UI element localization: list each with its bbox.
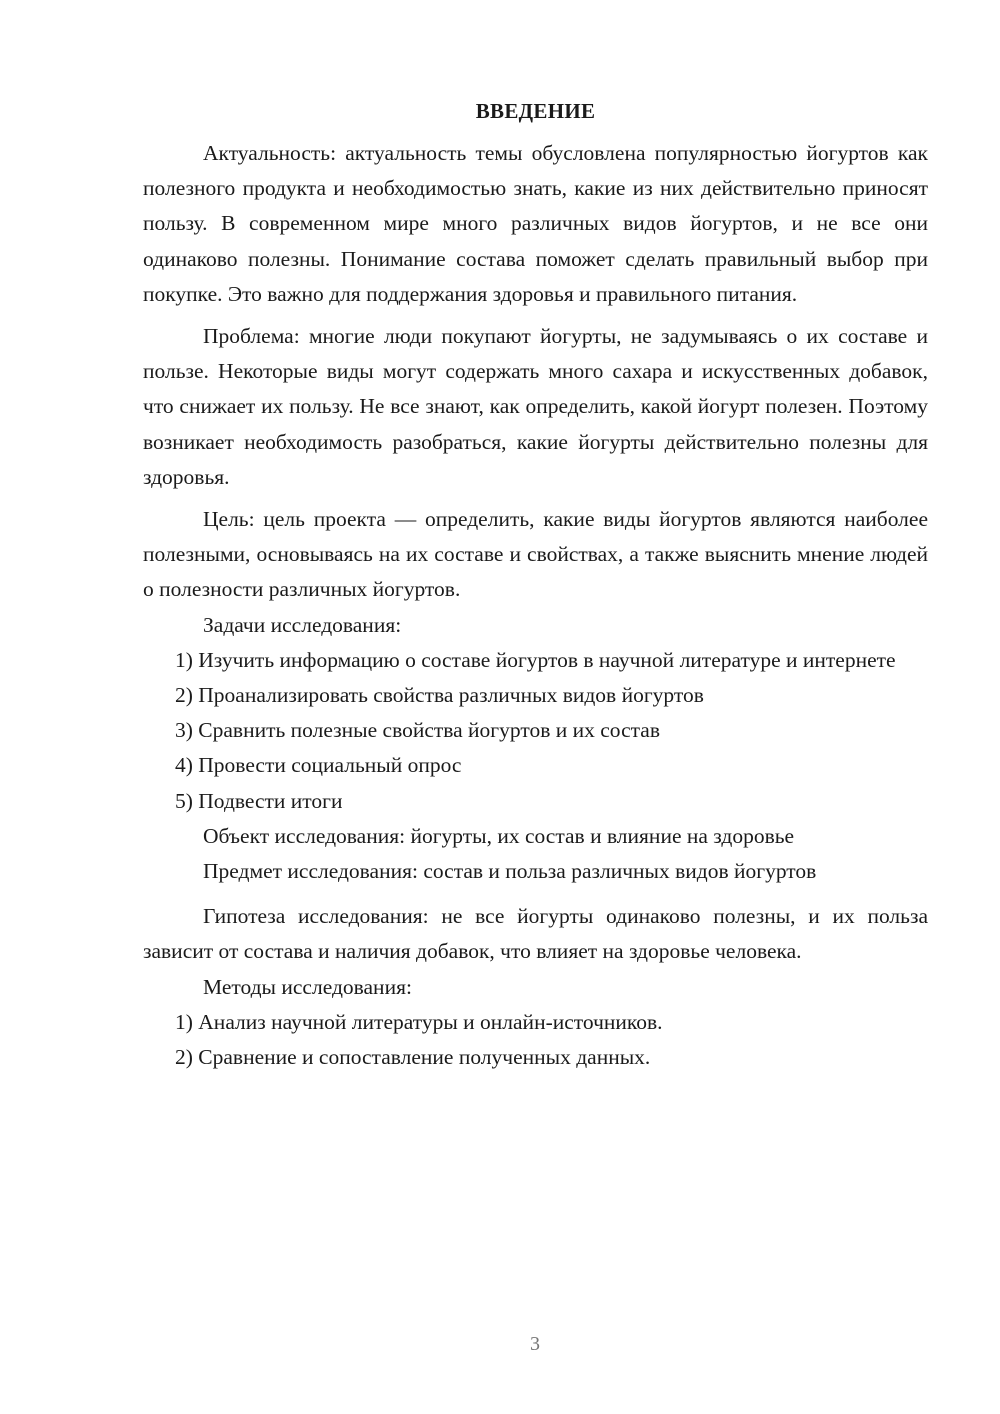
task-item: 5) Подвести итоги: [175, 788, 343, 813]
problem-paragraph: Проблема: многие люди покупают йогурты, не задумываясь о их составе и пользе. Некоторые виды могут содержать много сахара и искусственных добавок, что снижает их пользу. Не все знают, как определить, какой йогурт полезен. Поэтому возникает необходимость разобраться, какие йогурты действительно полезны для здоровья.: [143, 324, 928, 489]
subject-paragraph: Предмет исследования: состав и польза различных видов йогуртов: [203, 859, 817, 884]
hypothesis-paragraph: Гипотеза исследования: не все йогурты одинаково полезны, и их польза зависит от состава и наличия добавок, что влияет на здоровье человека.: [143, 904, 928, 964]
relevance-paragraph: Актуальность: актуальность темы обусловлена популярностью йогуртов как полезного продукта и необходимостью знать, какие из них действительно приносят пользу. В современном мире много различных видов йогуртов, и не все они одинаково полезны. Понимание состава поможет сделать правильный выбор при покупке. Это важно для поддержания здоровья и правильного питания.: [143, 141, 928, 306]
object-paragraph: Объект исследования: йогурты, их состав и влияние на здоровье: [203, 823, 795, 848]
method-item: 1) Анализ научной литературы и онлайн-источников.: [175, 1009, 663, 1034]
task-item: 3) Сравнить полезные свойства йогуртов и их состав: [175, 718, 660, 743]
task-item: 1) Изучить информацию о составе йогуртов в научной литературе и интернете: [175, 647, 896, 672]
methods-heading: Методы исследования:: [203, 974, 412, 999]
method-item: 2) Сравнение и сопоставление полученных данных.: [175, 1045, 651, 1070]
task-item: 2) Проанализировать свойства различных видов йогуртов: [175, 683, 704, 708]
section-title: ВВЕДЕНИЕ: [475, 99, 596, 123]
task-item: 4) Провести социальный опрос: [175, 753, 462, 778]
tasks-heading: Задачи исследования:: [203, 612, 402, 637]
goal-paragraph: Цель: цель проекта — определить, какие виды йогуртов являются наиболее полезными, основываясь на их составе и свойствах, а также выяснить мнение людей о полезности различных йогуртов.: [143, 507, 928, 602]
page-content: [143, 94, 928, 1075]
page-number: 3: [530, 1333, 540, 1355]
